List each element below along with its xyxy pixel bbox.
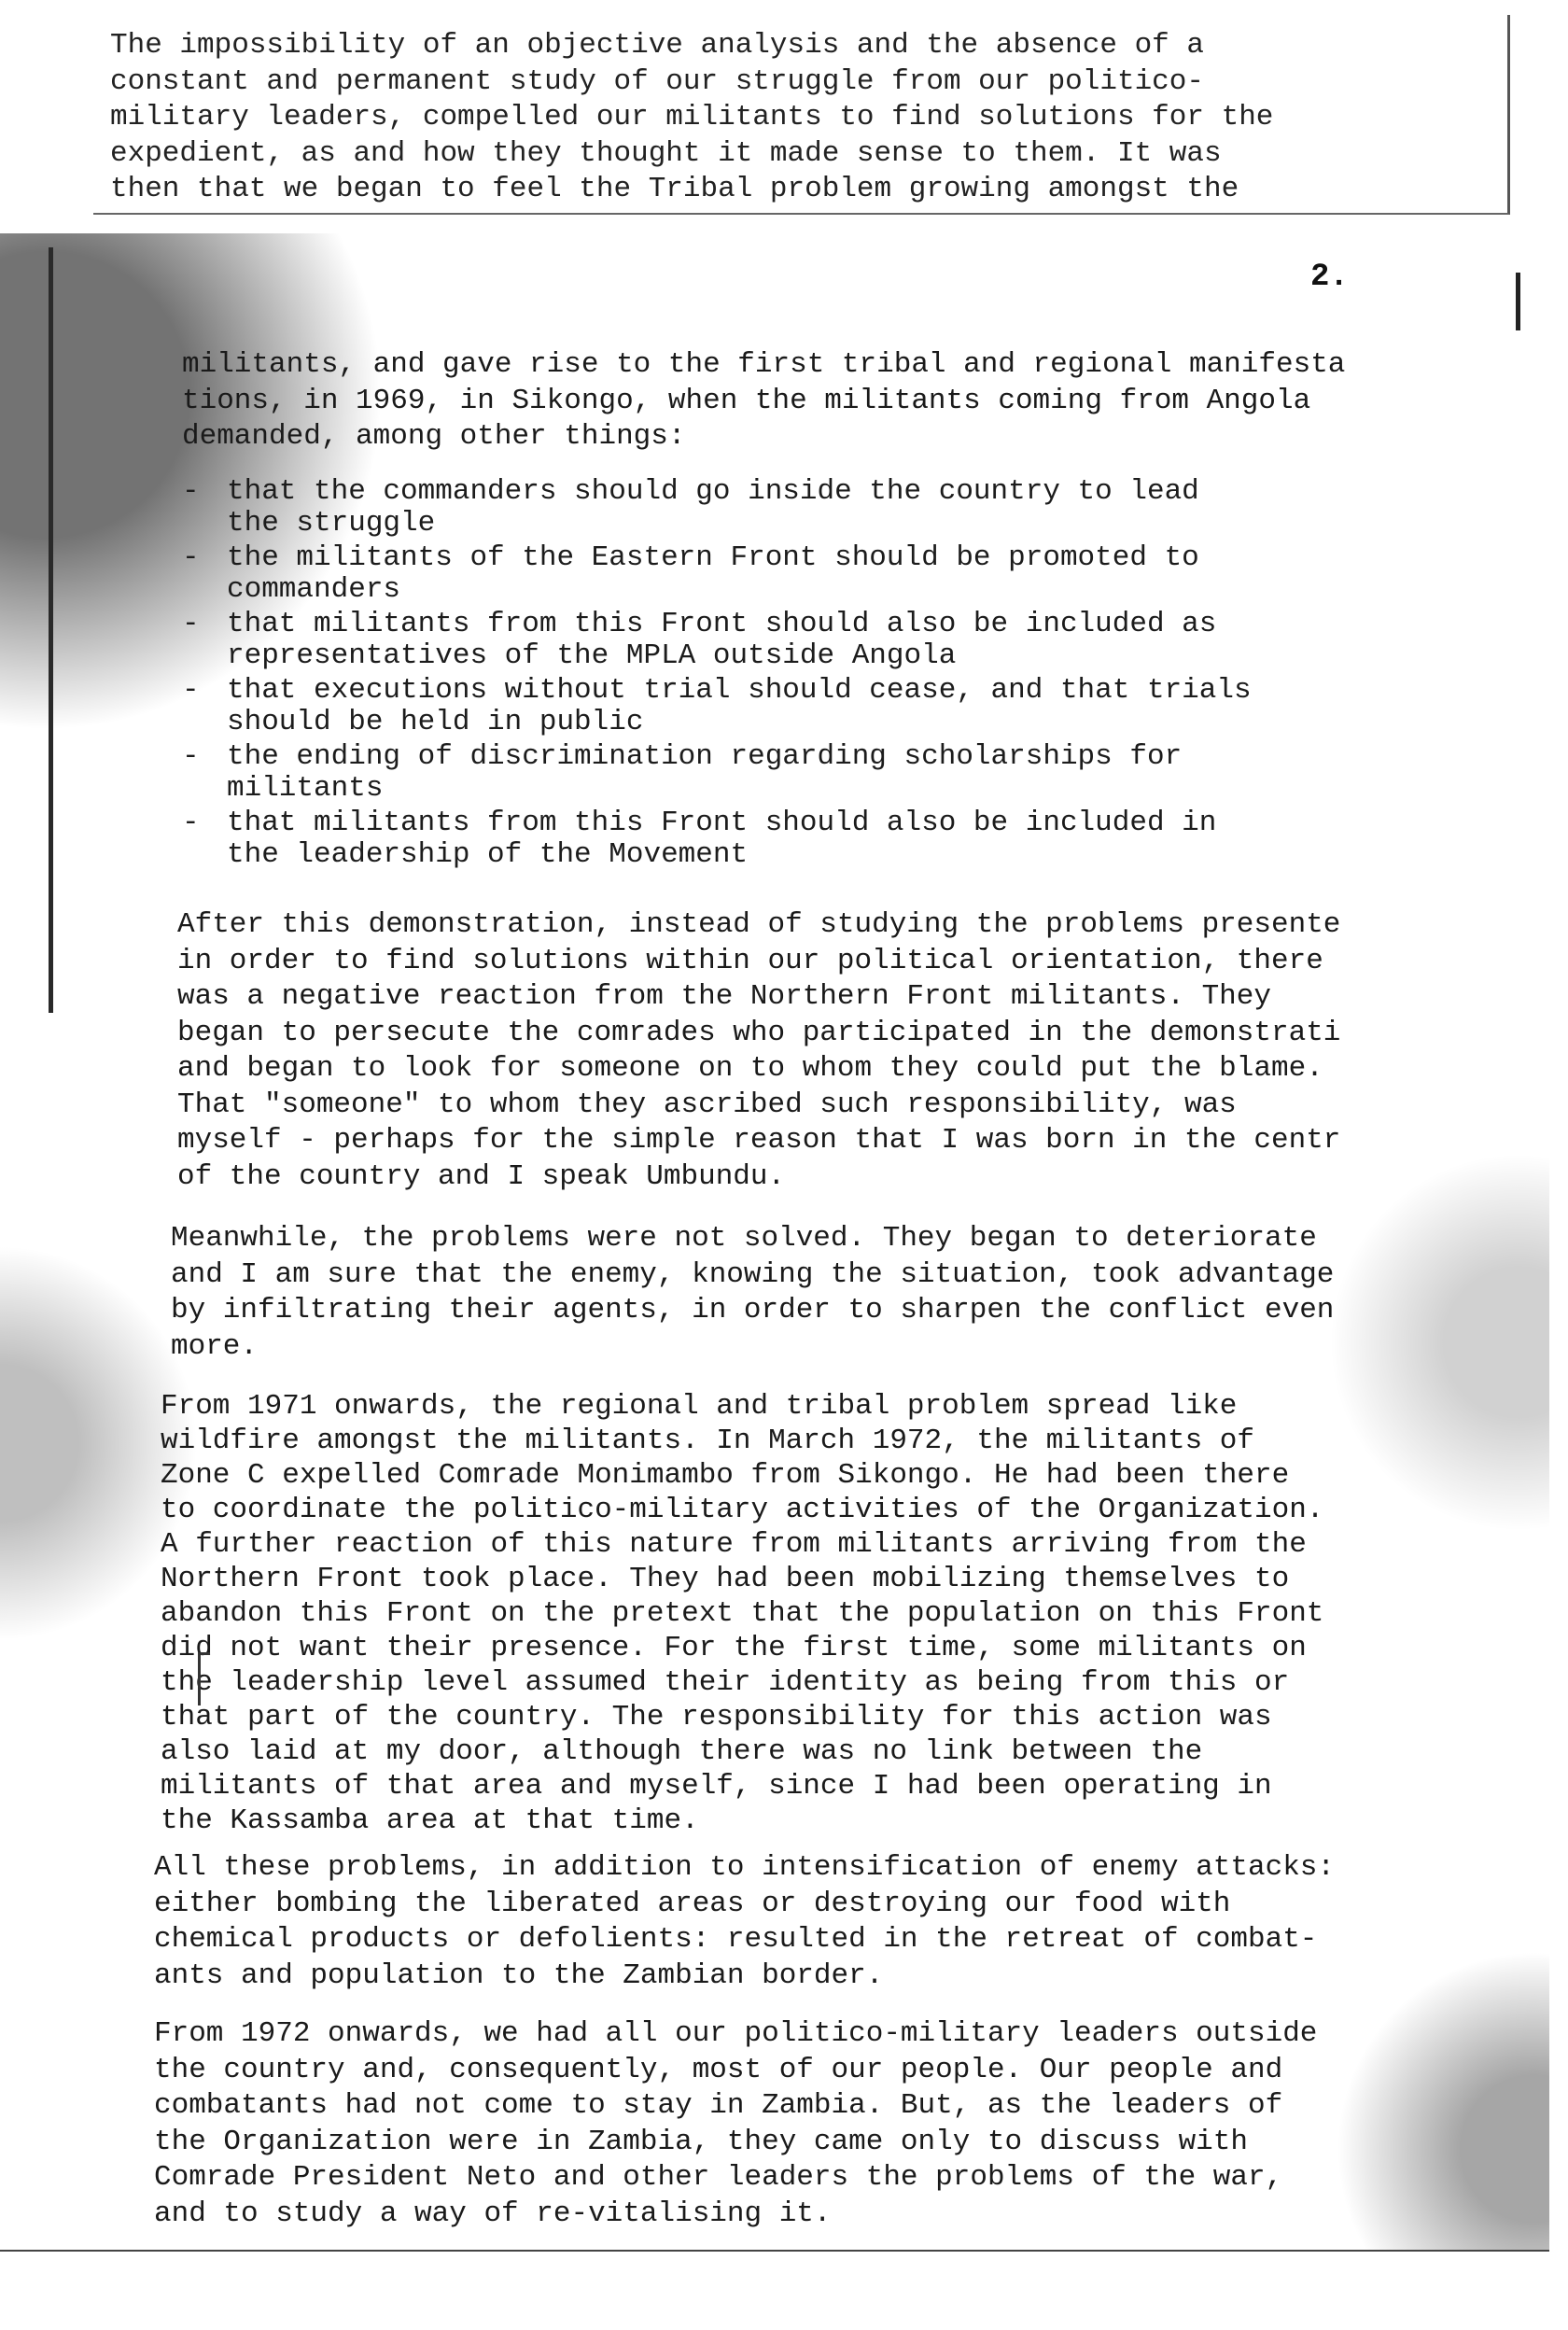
pasted-text-slip	[93, 15, 1510, 215]
handwritten-bracket	[198, 1652, 210, 1705]
list-item: - that executions without trial should cease, and that trials should be held in public	[182, 674, 1252, 738]
paragraph-1971: From 1971 onwards, the regional and tribal problem spread like wildfire amongst the militants. In March 1972, the militants of Zone C expelled Comrade Monimambo from Sikongo. He had been there to coordinate the politico-military activities of the Organization. A further reaction of this nature from militants arriving from the Northern Front took place. They had been mobilizing themselves to abandon this Front on the pretext that the population on this Front did not want their presence. For the first time, some militants on the leadership level assumed their identity as being from this or that part of the country. The responsibility for this action was also laid at my door, although there was no link between the militants of that area and myself, since I had been operating in the Kassamba area at that time.	[161, 1390, 1324, 1837]
margin-line	[49, 247, 53, 1013]
paragraph-problems: All these problems, in addition to intensification of enemy attacks: either bombing the liberated areas or destroying our food with chemical products or defolients: resulted in the retreat of combat- ants and population to the Zambian border.	[154, 1851, 1336, 1992]
intro-paragraph: militants, and gave rise to the first tribal and regional manifesta tions, in 1969, in Sikongo, when the militants coming from Angola demanded, among other things:	[182, 348, 1346, 453]
list-item: - that militants from this Front should also be included in the leadership of the Movement	[182, 807, 1217, 871]
paragraph-meanwhile: Meanwhile, the problems were not solved. They began to deteriorate and I am sure that the enemy, knowing the situation, took advantage by infiltrating their agents, in order to sharpen the conflict even more.	[171, 1222, 1335, 1363]
list-item: - that militants from this Front should also be included as representatives of the MPLA outside Angola	[182, 608, 1217, 672]
list-item: - that the commanders should go inside the country to lead the struggle	[182, 475, 1199, 540]
paragraph-1972: From 1972 onwards, we had all our politico-military leaders outside the country and, consequently, most of our people. Our people and combatants had not come to stay in Zambia. But, as the leaders of the Organization were in Zambia, they came only to discuss with Comrade President Neto and other leaders the problems of the war, and to study a way of re-vitalising it.	[154, 2017, 1318, 2230]
margin-mark	[1516, 273, 1520, 330]
demands-list	[182, 476, 1451, 874]
list-item: - the ending of discrimination regarding scholarships for militants	[182, 740, 1183, 805]
list-item: - the militants of the Eastern Front should be promoted to commanders	[182, 541, 1199, 606]
paragraph-demonstration: After this demonstration, instead of studying the problems presente in order to find solutions within our political orientation, there was a negative reaction from the Northern Front militants. They began to persecute the comrades who participated in the demonstrati and began to look for someone on to whom they could put the blame. That "someone" to whom they ascribed such responsibility, was myself - perhaps for the simple reason that I was born in the centr of the country and I speak Umbundu.	[177, 908, 1341, 1193]
page-number: 2.	[1310, 260, 1349, 295]
slip-paragraph: The impossibility of an objective analysis and the absence of a constant and permanent study of our struggle from our politico- military leaders, compelled our militants to find solutions for the expedient, as and how they thought it made sense to them. It was then that we began to feel the Tribal problem growing amongst the	[110, 29, 1274, 205]
